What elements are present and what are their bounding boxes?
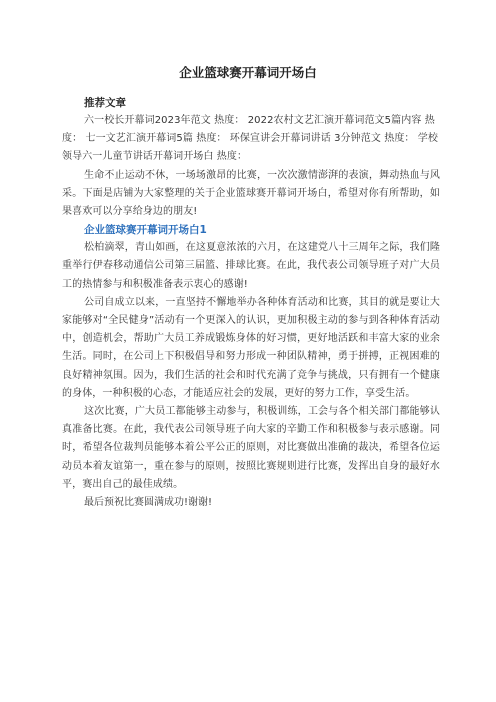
section-heading: 企业篮球赛开幕词开场白1 — [84, 224, 207, 237]
body-paragraph-1: 松柏滴翠，青山如画，在这夏意浓浓的六月，在这建党八十三周年之际，我们隆重举行伊春移动通信公司第三届篮、排球比赛。在此，我代表公司领导班子对广大员工的热情参与和积极准备表示衷心的感谢! — [62, 242, 440, 290]
intro-paragraph: 生命不止运动不休，一场场激昂的比赛，一次次激情澎湃的表演，舞动热血与风采。下面是店铺为大家整理的关于企业篮球赛开幕词开场白，希望对你有所帮助，如果喜欢可以分享给身边的朋友! — [62, 169, 440, 218]
body-paragraph-3: 这次比赛，广大员工都能够主动参与，积极训练，工会与各个相关部门都能够认真准备比赛。在此，我代表公司领导班子向大家的辛勤工作和积极参与表示感谢。同时，希望各位裁判员能够本着公平公正的原则，对比赛做出准确的裁决，希望各位运动员本着友谊第一，重在参与的原则，按照比赛规则进行比赛，发挥出自身的最好水平，赛出自己的最佳成绩。 — [62, 406, 440, 490]
recommend-list: 六一校长开幕词2023年范文 热度： 2022农村文艺汇演开幕词范文5篇内容 热度： 七一文艺汇演开幕词5篇 热度： 环保宣讲会开幕词讲话 3分钟范文 热度： 学校领导六一儿童节讲话开幕词开场白 热度： — [62, 115, 438, 163]
document-title: 企业篮球赛开幕词开场白 — [179, 65, 317, 80]
recommend-label: 推荐文章 — [84, 97, 126, 109]
closing-line: 最后预祝比赛圆满成功!谢谢! — [84, 497, 213, 509]
document-content — [62, 94, 440, 512]
body-paragraph-2: 公司自成立以来，一直坚持不懈地举办各种体育活动和比赛，其目的就是要让大家能够对“全民健身”活动有一个更深入的认识，更加积极主动的参与到各种体育活动中，创造机会，帮助广大员工养成锻炼身体的好习惯，更好地活跃和丰富大家的业余生活。同时，在公司上下积极倡导和努力形成一种团队精神，勇于拼搏，正视困难的良好精神氛围。因为，我们生活的社会和时代充满了竞争与挑战，只有拥有一个健康的身体，一种积极的心态，才能适应社会的发展，更好的努力工作，享受生活。 — [62, 296, 440, 399]
